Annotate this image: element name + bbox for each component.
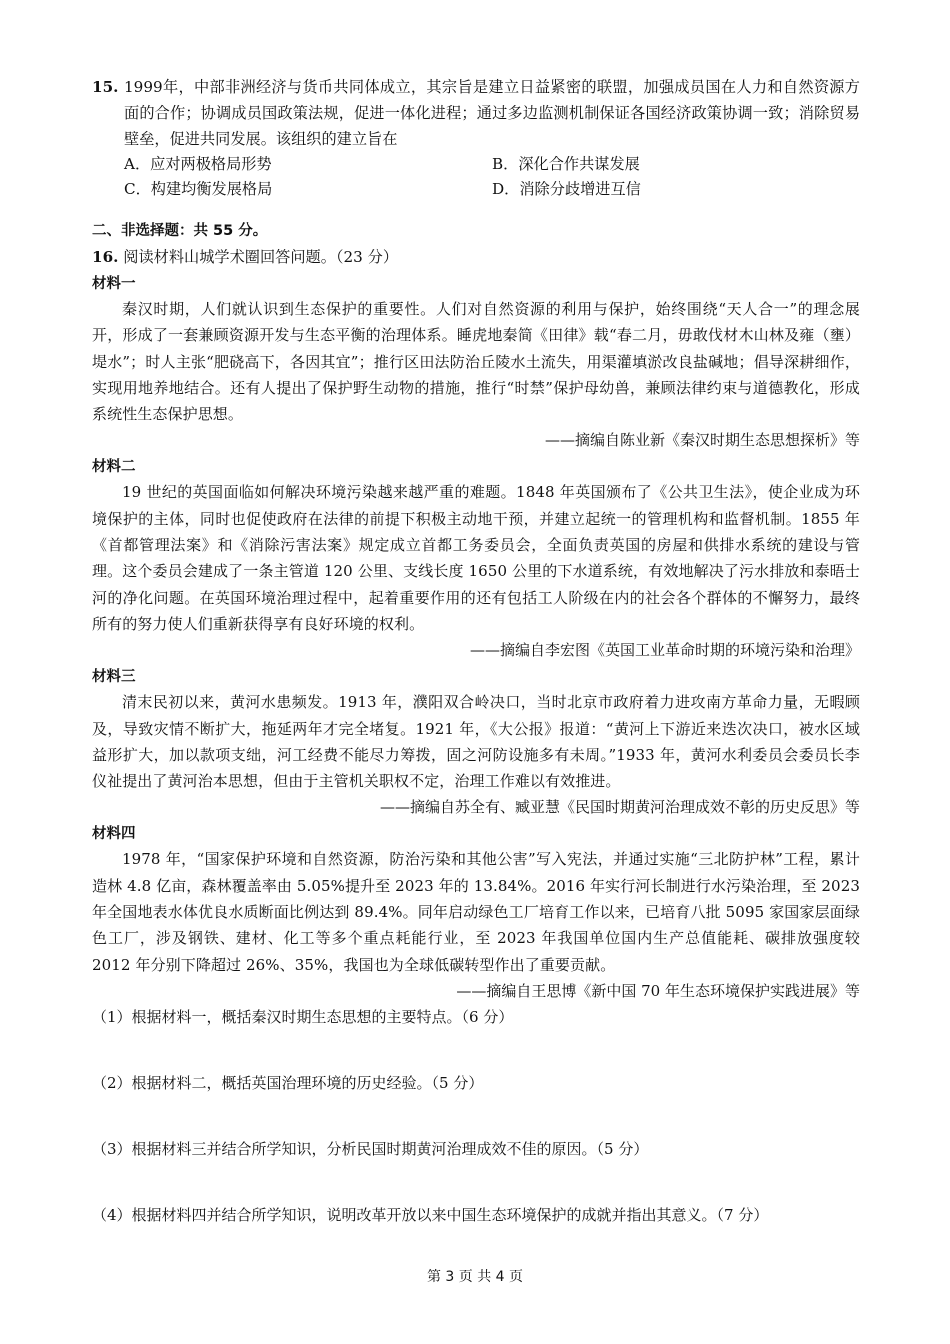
material-body: 19 世纪的英国面临如何解决环境污染越来越严重的难题。1848 年英国颁布了《公共卫生法》，使企业成为环境保护的主体，同时也促使政府在法律的前提下积极主动地干预，并建立起统一的管理机构和监督机制。1855 年《首都管理法案》和《消除污害法案》规定成立首都工务委员会，全面负责英国的房屋和供排水系统的建设与管理。这个委员会建成了一条主管道 120 公里、支线长度 1650 公里的下水道系统，有效地解决了污水排放和泰晤士河的净化问题。在英国环境治理过程中，起着重要作用的还有包括工人阶级在内的社会各个群体的不懈努力，最终所有的努力使人们重新获得享有良好环境的权利。	[92, 483, 860, 633]
material-3	[92, 665, 860, 820]
material-body: 1978 年，“国家保护环境和自然资源，防治污染和其他公害”写入宪法，并通过实施“三北防护林”工程，累计造林 4.8 亿亩，森林覆盖率由 5.05%提升至 2023 年的 13.84%。2016 年实行河长制进行水污染治理，至 2023 年全国地表水体优良水质断面比例达到 89.4%。同年启动绿色工厂培育工作以来，已培育八批 5095 家国家层面绿色工厂，涉及钢铁、建材、化工等多个重点耗能行业，至 2023 年我国单位国内生产总值能耗、碳排放强度较 2012 年分别下降超过 26%、35%，我国也为全球低碳转型作出了重要贡献。	[92, 850, 860, 974]
material-body: 秦汉时期，人们就认识到生态保护的重要性。人们对自然资源的利用与保护，始终围绕“天人合一”的理念展开，形成了一套兼顾资源开发与生态平衡的治理体系。睡虎地秦简《田律》载“春二月，毋敢伐材木山林及雍（壅）堤水”；时人主张“肥硗高下，各因其宜”；推行区田法防治丘陵水土流失，用渠灌填淤改良盐碱地；倡导深耕细作，实现用地养地结合。还有人提出了保护野生动物的措施，推行“时禁”保护母幼兽，兼顾法律约束与道德教化，形成系统性生态保护思想。	[92, 300, 860, 424]
material-title: 材料二	[92, 459, 136, 476]
material-4	[92, 822, 860, 1003]
question-number: 16.	[92, 248, 119, 266]
question-15	[92, 74, 860, 152]
question-16	[92, 244, 860, 270]
question-stem: 1999年，中部非洲经济与货币共同体成立，其宗旨是建立日益紧密的联盟，加强成员国在人力和自然资源方面的合作；协调成员国政策法规，促进一体化进程；通过多边监测机制保证各国经济政策协调一致；消除贸易壁垒，促进共同发展。该组织的建立旨在	[124, 78, 860, 148]
material-source: ——摘编自李宏图《英国工业革命时期的环境污染和治理》	[469, 641, 860, 660]
question-15-options	[92, 152, 860, 202]
page-footer: 第 3 页 共 4 页	[426, 1269, 524, 1285]
material-title: 材料三	[92, 669, 136, 686]
option-a: A．应对两极格局形势	[124, 155, 272, 173]
subquestion-1: （1）根据材料一，概括秦汉时期生态思想的主要特点。（6 分）	[92, 1007, 514, 1026]
material-1	[92, 272, 860, 453]
material-source: ——摘编自苏全有、臧亚慧《民国时期黄河治理成效不彰的历史反思》等	[379, 798, 860, 817]
material-title: 材料一	[92, 276, 136, 292]
section-heading: 二、非选择题：共 55 分。	[92, 223, 268, 239]
material-source: ——摘编自陈业新《秦汉时期生态思想探析》等	[544, 431, 860, 450]
subquestion-3: （3）根据材料三并结合所学知识，分析民国时期黄河治理成效不佳的原因。（5 分）	[92, 1139, 649, 1158]
material-2	[92, 455, 860, 663]
material-title: 材料四	[92, 826, 136, 843]
option-d: D．消除分歧增进互信	[492, 180, 641, 198]
question-number: 15.	[92, 78, 119, 96]
subquestion-4: （4）根据材料四并结合所学知识，说明改革开放以来中国生态环境保护的成就并指出其意义。（7 分）	[92, 1205, 769, 1224]
option-c: C．构建均衡发展格局	[124, 180, 273, 198]
option-b: B．深化合作共谋发展	[492, 155, 640, 173]
question-stem: 阅读材料山城学术圈回答问题。（23 分）	[123, 248, 399, 266]
exam-page	[92, 74, 860, 1228]
material-body: 清末民初以来，黄河水患频发。1913 年，濮阳双合岭决口，当时北京市政府着力进攻南方革命力量，无暇顾及，导致灾情不断扩大，拖延两年才完全堵复。1921 年，《大公报》报道：“黄河上下游近来迭次决口，被水区域益形扩大，加以款项支绌，河工经费不能尽力筹拨，固之河防设施多有未周。”1933 年，黄河水利委员会委员长李仪祉提出了黄河治本思想，但由于主管机关职权不定，治理工作难以有效推进。	[92, 693, 860, 791]
subquestion-2: （2）根据材料二，概括英国治理环境的历史经验。（5 分）	[92, 1073, 484, 1092]
material-source: ——摘编自王思博《新中国 70 年生态环境保护实践进展》等	[456, 981, 860, 1000]
